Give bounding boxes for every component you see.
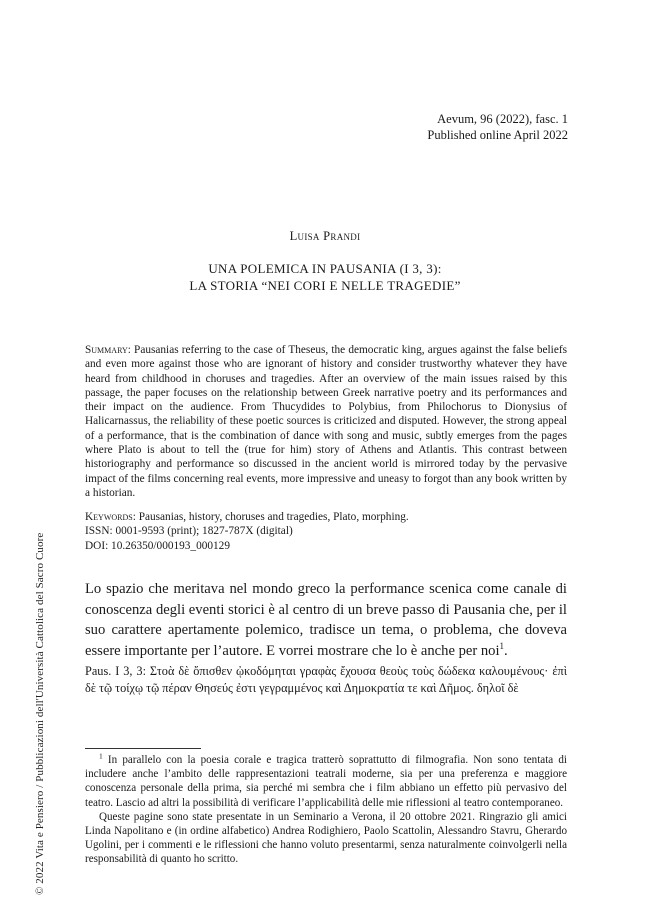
footnote-ref-1[interactable]: 1 <box>499 640 505 651</box>
intro-text: Lo spazio che meritava nel mondo greco la performance scenica come canale di conoscenza degli eventi storici è al centro di un breve passo di Pausania che, per il suo carattere apertamente polemico, tradisce un tema, o problema, che doveva essere importante per l’autore. E vorrei mostrare che lo è anche per noi <box>85 581 567 659</box>
footnote-1 <box>85 753 567 810</box>
article-title <box>0 260 650 294</box>
greek-quotation: Paus. I 3, 3: Στοὰ δὲ ὄπισθεν ᾠκοδόμηται γραφὰς ἔχουσα θεοὺς τοὺς δώδεκα καλουμένους· ἐπὶ δὲ τῷ τοίχῳ τῷ πέραν Θησεύς ἐστι γεγραμμένος καὶ Δημοκρατία τε καὶ Δῆμος. δηλοῖ δὲ <box>85 664 567 695</box>
copyright-side-credit: © 2022 Vita e Pensiero / Pubblicazioni dell'Università Cattolica del Sacro Cuore <box>34 532 46 895</box>
journal-reference <box>427 111 568 143</box>
author-name: Luisa Prandi <box>289 229 361 243</box>
footnote-divider <box>85 748 201 749</box>
intro-end: . <box>504 642 508 659</box>
keywords-line <box>85 510 567 524</box>
title-line-1: UNA POLEMICA IN PAUSANIA (I 3, 3): <box>208 261 442 276</box>
keywords-label: Keywords: <box>85 511 136 523</box>
article-metadata <box>85 510 567 553</box>
doi-line: DOI: 10.26350/000193_000129 <box>85 539 230 552</box>
footnote-number: 1 <box>99 751 103 761</box>
footnote-continuation <box>85 810 567 867</box>
keywords-text: Pausanias, history, choruses and tragedies, Plato, morphing. <box>138 511 409 523</box>
summary-label: Summary: <box>85 344 131 356</box>
footnotes <box>85 753 567 867</box>
journal-issue: Aevum, 96 (2022), fasc. 1 <box>437 112 568 126</box>
summary-text: Pausanias referring to the case of Theseus, the democratic king, argues against the false beliefs and even more against those who are ignorant of history and consider trustworthy whatever they have heard from childhood in choruses and tragedies. After an overview of the main issues raised by this passage, the paper focuses on the relationship between Greek narrative poetry and its performances and their impact on the audience. From Thucydides to Polybius, from Philochorus to Dionysius of Halicarnassus, the reliability of these poetic sources is criticized and disputed. However, the strong appeal of a performance, that is the combination of dance with song and music, subtly emerges from the pages where Plato is about to tell the (true for him) story of Athens and Atlantis. This contrast between historiography and performance so discussed in the ancient world is mirrored today by the pervasive impact of the films concerning real events, more impressive and uneasy to forgot than any book written by a historian. <box>85 344 567 499</box>
title-line-2: LA STORIA “NEI CORI E NELLE TRAGEDIE” <box>189 278 461 293</box>
abstract <box>85 343 567 500</box>
footnote-text: In parallelo con la poesia corale e tragica tratterò soprattutto di filmografia. Non sono tentata di includere anche l’ambito delle rappresentazioni teatrali moderne, sia per una preferenza e maggiore conoscenza personale della prima, sia perché mi sembra che i film abbiano un effetto più pervasivo del teatro. Lascio ad altri la possibilità di verificare l’applicabilità delle mie riflessioni al teatro contemporaneo. <box>85 754 567 809</box>
publication-date: Published online April 2022 <box>427 128 568 142</box>
issn-line: ISSN: 0001-9593 (print); 1827-787X (digital) <box>85 525 293 538</box>
footnote-text: Queste pagine sono state presentate in un Seminario a Verona, il 20 ottobre 2021. Ringrazio gli amici Linda Napolitano e (in ordine alfabetico) Andrea Rodighiero, Paolo Scattolin, Alessandro Stavru, Gherardo Ugolini, per i commenti e le riflessioni che hanno voluto presentarmi, senza naturalmente coinvolgerli nella responsabilità di quanto ho scritto. <box>85 810 567 866</box>
intro-paragraph <box>85 579 567 661</box>
